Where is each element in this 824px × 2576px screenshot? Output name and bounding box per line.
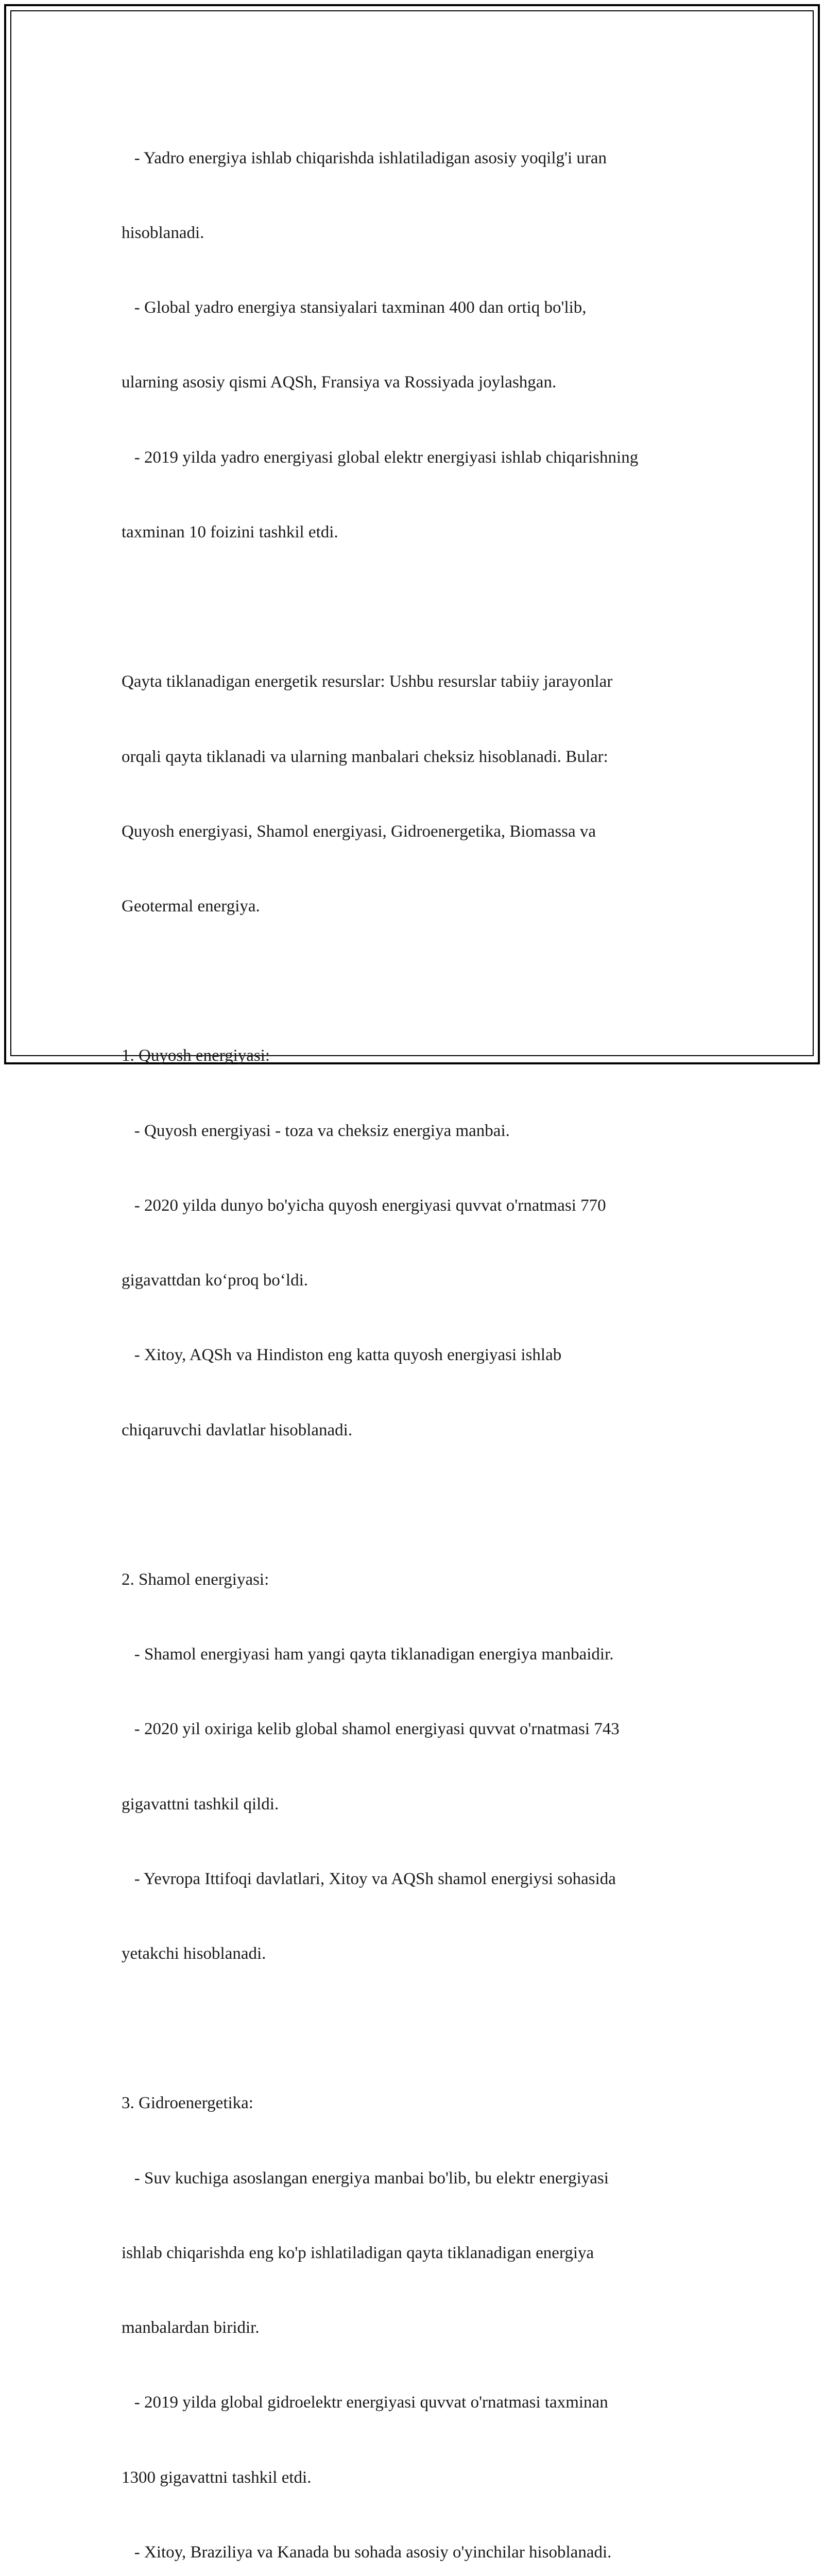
text-line: - Xitoy, Braziliya va Kanada bu sohada asosiy o'yinchilar hisoblanadi. [122, 2543, 612, 2562]
text-line: - Global yadro energiya stansiyalari taxminan 400 dan ortiq bo'lib, [122, 298, 587, 317]
text-line: - Yadro energiya ishlab chiqarishda ishlatiladigan asosiy yoqilg'i uran [122, 148, 607, 167]
section-heading: 1. Quyosh energiyasi: [122, 1046, 270, 1065]
text-line: - Yevropa Ittifoqi davlatlari, Xitoy va AQSh shamol energiysi sohasida [122, 1869, 616, 1888]
text-line: - 2020 yil oxiriga kelib global shamol energiyasi quvvat o'rnatmasi 743 [122, 1720, 620, 1739]
paragraph-gap [122, 2016, 729, 2041]
paragraph-gap [122, 969, 729, 993]
text-line: - 2019 yilda global gidroelektr energiyasi quvvat o'rnatmasi taxminan [122, 2393, 608, 2412]
text-line: 1300 gigavattni tashkil etdi. [122, 2468, 312, 2487]
text-line: Quyosh energiyasi, Shamol energiyasi, Gidroenergetika, Biomassa va [122, 822, 596, 841]
text-line: Geotermal energiya. [122, 896, 260, 916]
text-line: chiqaruvchi davlatlar hisoblanadi. [122, 1420, 353, 1439]
text-line: ishlab chiqarishda eng ko'p ishlatiladigan qayta tiklanadigan energiya [122, 2243, 594, 2262]
text-line: yetakchi hisoblanadi. [122, 1944, 266, 1963]
text-line: ularning asosiy qismi AQSh, Fransiya va Rossiyada joylashgan. [122, 373, 557, 392]
text-line: gigavattni tashkil qildi. [122, 1794, 279, 1814]
text-line: gigavattdan ko‘proq bo‘ldi. [122, 1271, 308, 1290]
text-line: orqali qayta tiklanadi va ularning manbalari cheksiz hisoblanadi. Bular: [122, 747, 608, 766]
text-line: - Xitoy, AQSh va Hindiston eng katta quyosh energiyasi ishlab [122, 1346, 562, 1365]
text-line: - 2019 yilda yadro energiyasi global elektr energiyasi ishlab chiqarishning [122, 448, 639, 467]
text-line: manbalardan biridir. [122, 2318, 260, 2337]
text-line: - Suv kuchiga asoslangan energiya manbai bo'lib, bu elektr energiyasi [122, 2168, 609, 2188]
text-line: - Shamol energiyasi ham yangi qayta tiklanadigan energiya manbaidir. [122, 1645, 614, 1664]
paragraph-gap [122, 595, 729, 619]
text-line: hisoblanadi. [122, 224, 204, 243]
document-body [122, 96, 729, 2576]
text-line: Qayta tiklanadigan energetik resurslar: Ushbu resurslar tabiiy jarayonlar [122, 672, 613, 691]
section-heading: 3. Gidroenergetika: [122, 2094, 253, 2113]
text-line: - Quyosh energiyasi - toza va cheksiz energiya manbai. [122, 1121, 510, 1140]
paragraph-gap [122, 1493, 729, 1517]
text-line: taxminan 10 foizini tashkil etdi. [122, 522, 338, 541]
section-heading: 2. Shamol energiyasi: [122, 1570, 269, 1589]
text-line: - 2020 yilda dunyo bo'yicha quyosh energiyasi quvvat o'rnatmasi 770 [122, 1196, 606, 1215]
